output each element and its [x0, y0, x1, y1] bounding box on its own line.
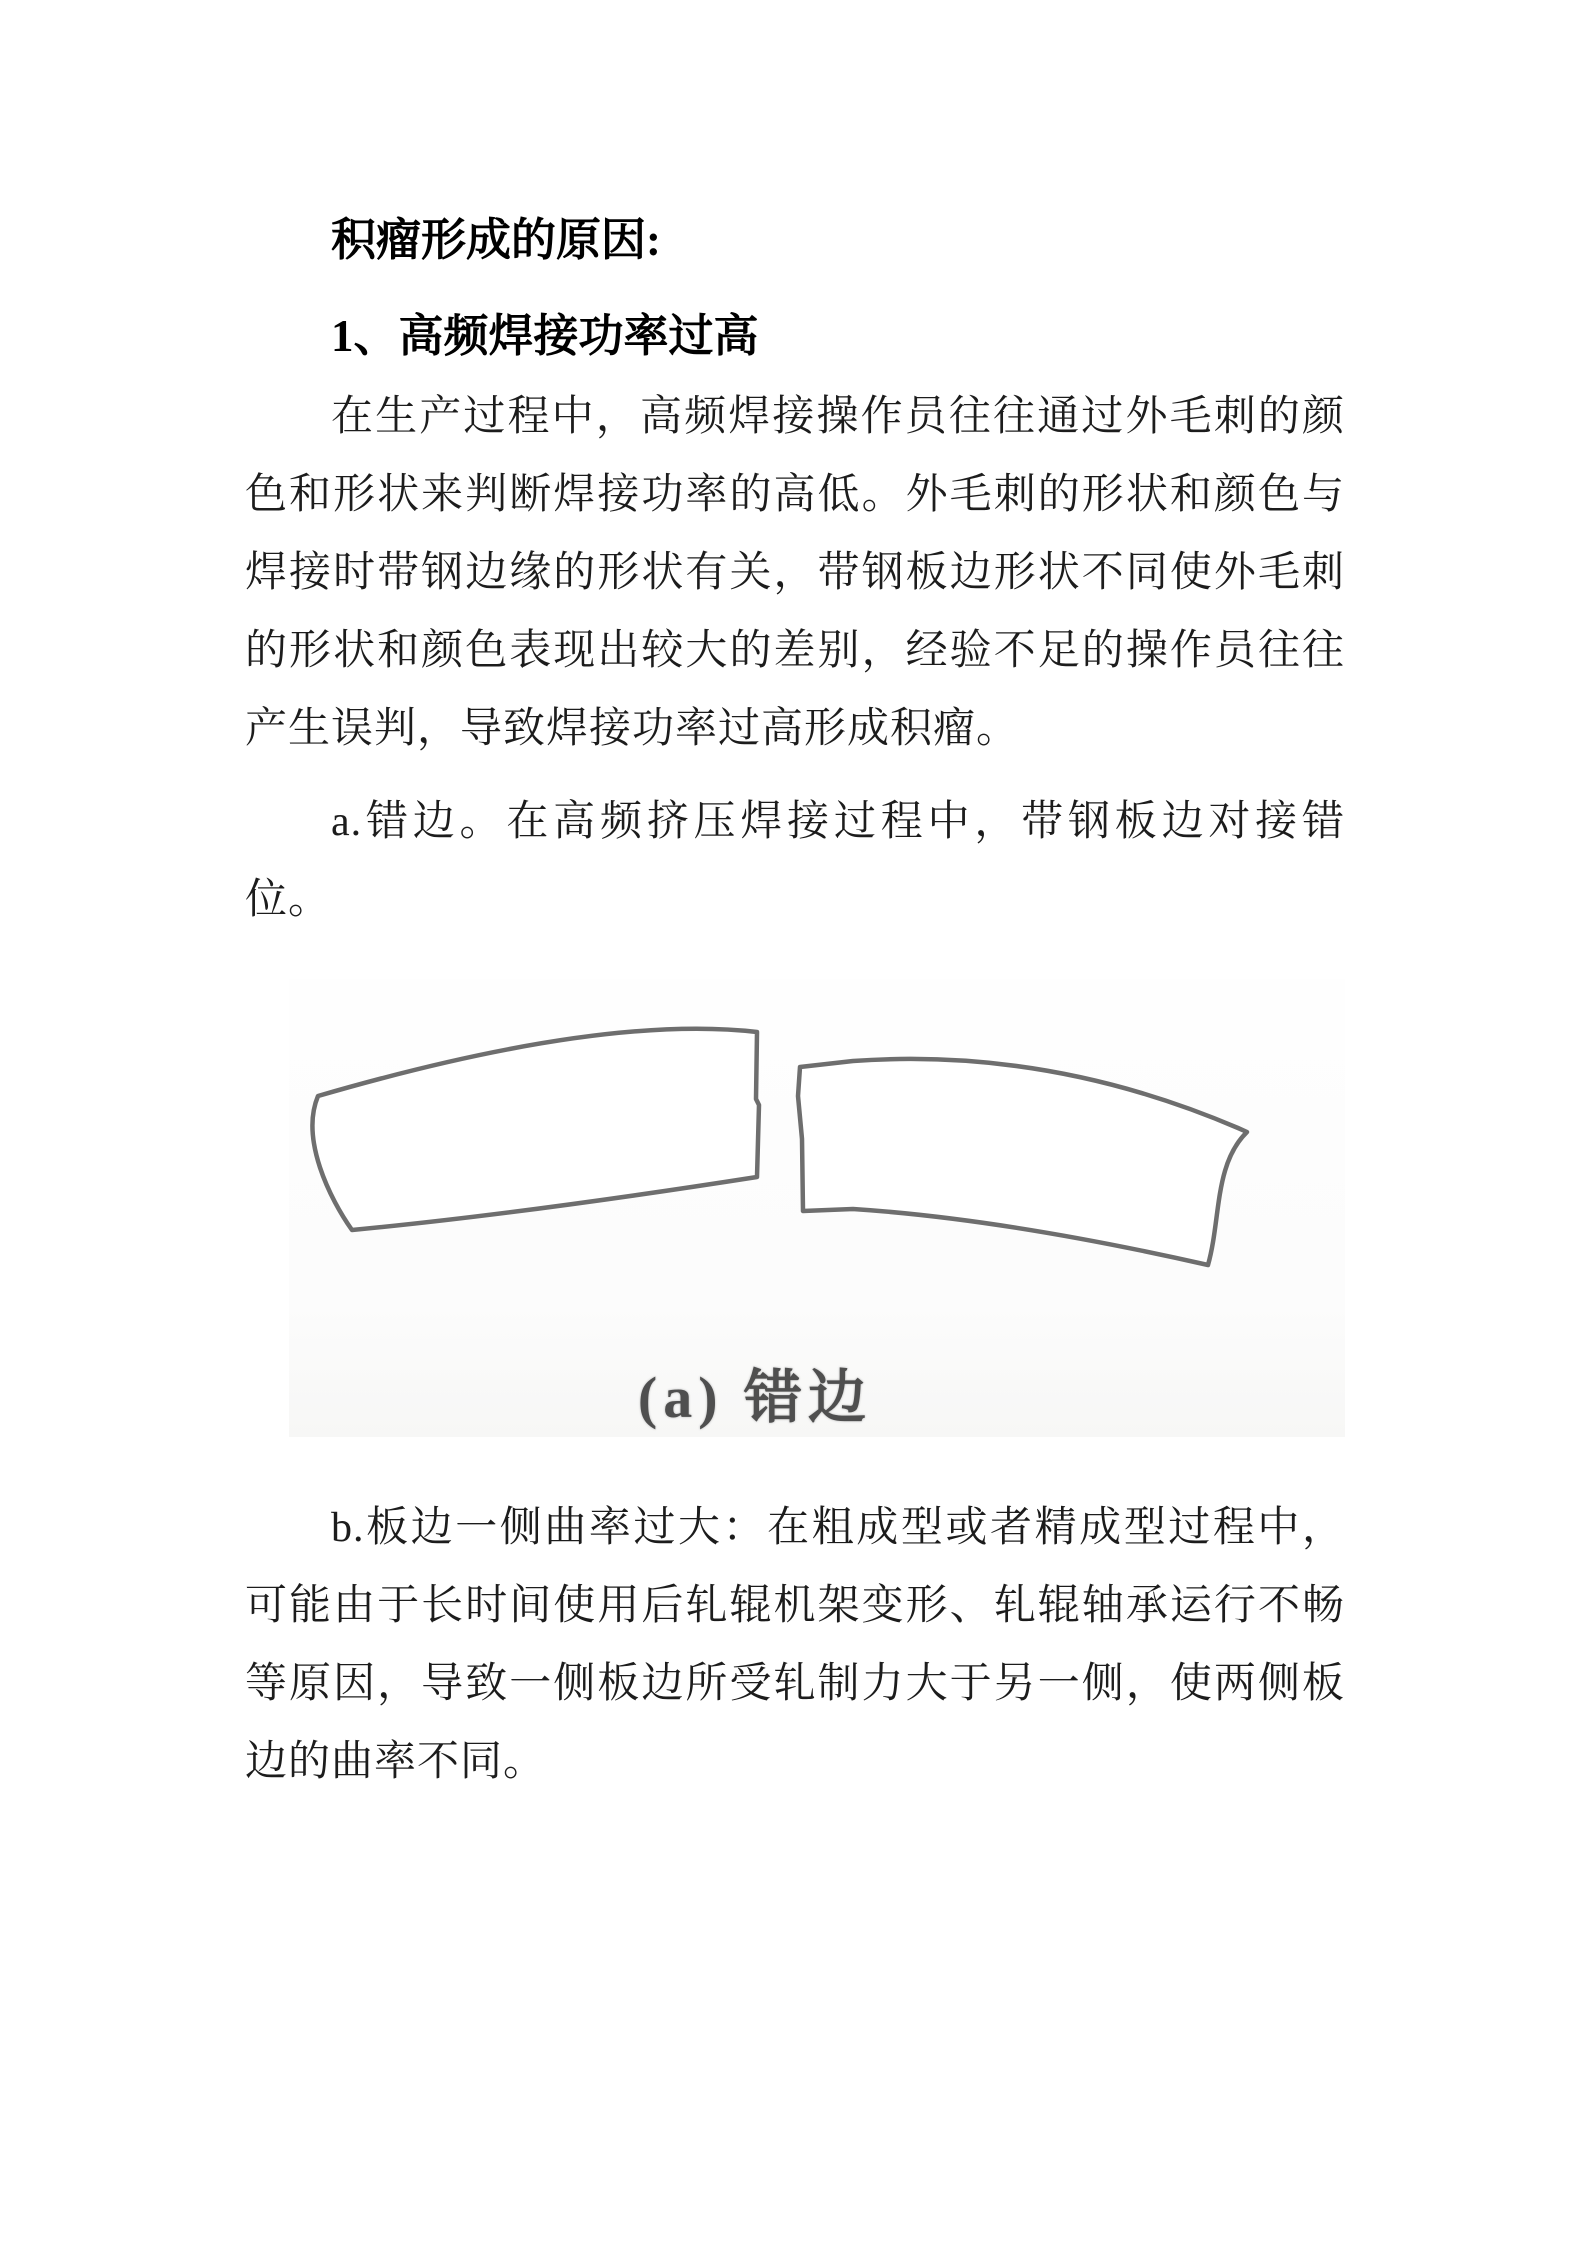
- right-plate-shape: [798, 1059, 1247, 1265]
- paragraph-b-uneven-edge-curvature: b.板边一侧曲率过大：在粗成型或者精成型过程中，可能由于长时间使用后轧辊机架变形、轧辊轴承运行不畅等原因，导致一侧板边所受轧制力大于另一侧，使两侧板边的曲率不同。: [245, 1505, 1345, 1785]
- left-plate-shape: [312, 1029, 759, 1230]
- figure-caption-a-misaligned-edge: (a) 错边: [637, 1365, 873, 1430]
- heading-cause-of-buildup: 积瘤形成的原因:: [331, 215, 661, 265]
- misaligned-plates-drawing: [289, 979, 1345, 1279]
- paragraph-welding-power-judgement: 在生产过程中，高频焊接操作员往往通过外毛刺的颜色和形状来判断焊接功率的高低。外毛刺的形状和颜色与焊接时带钢边缘的形状有关，带钢板边形状不同使外毛刺的形状和颜色表现出较大的差别，经验不足的操作员往往产生误判，导致焊接功率过高形成积瘤。: [245, 394, 1345, 752]
- figure-misaligned-edge-diagram: [289, 979, 1345, 1437]
- document-content: [245, 201, 1345, 1801]
- heading-item-1-high-frequency-power: 1、高频焊接功率过高: [331, 311, 759, 361]
- paragraph-a-misaligned-edge: a.错边。在高频挤压焊接过程中，带钢板边对接错位。: [245, 799, 1345, 923]
